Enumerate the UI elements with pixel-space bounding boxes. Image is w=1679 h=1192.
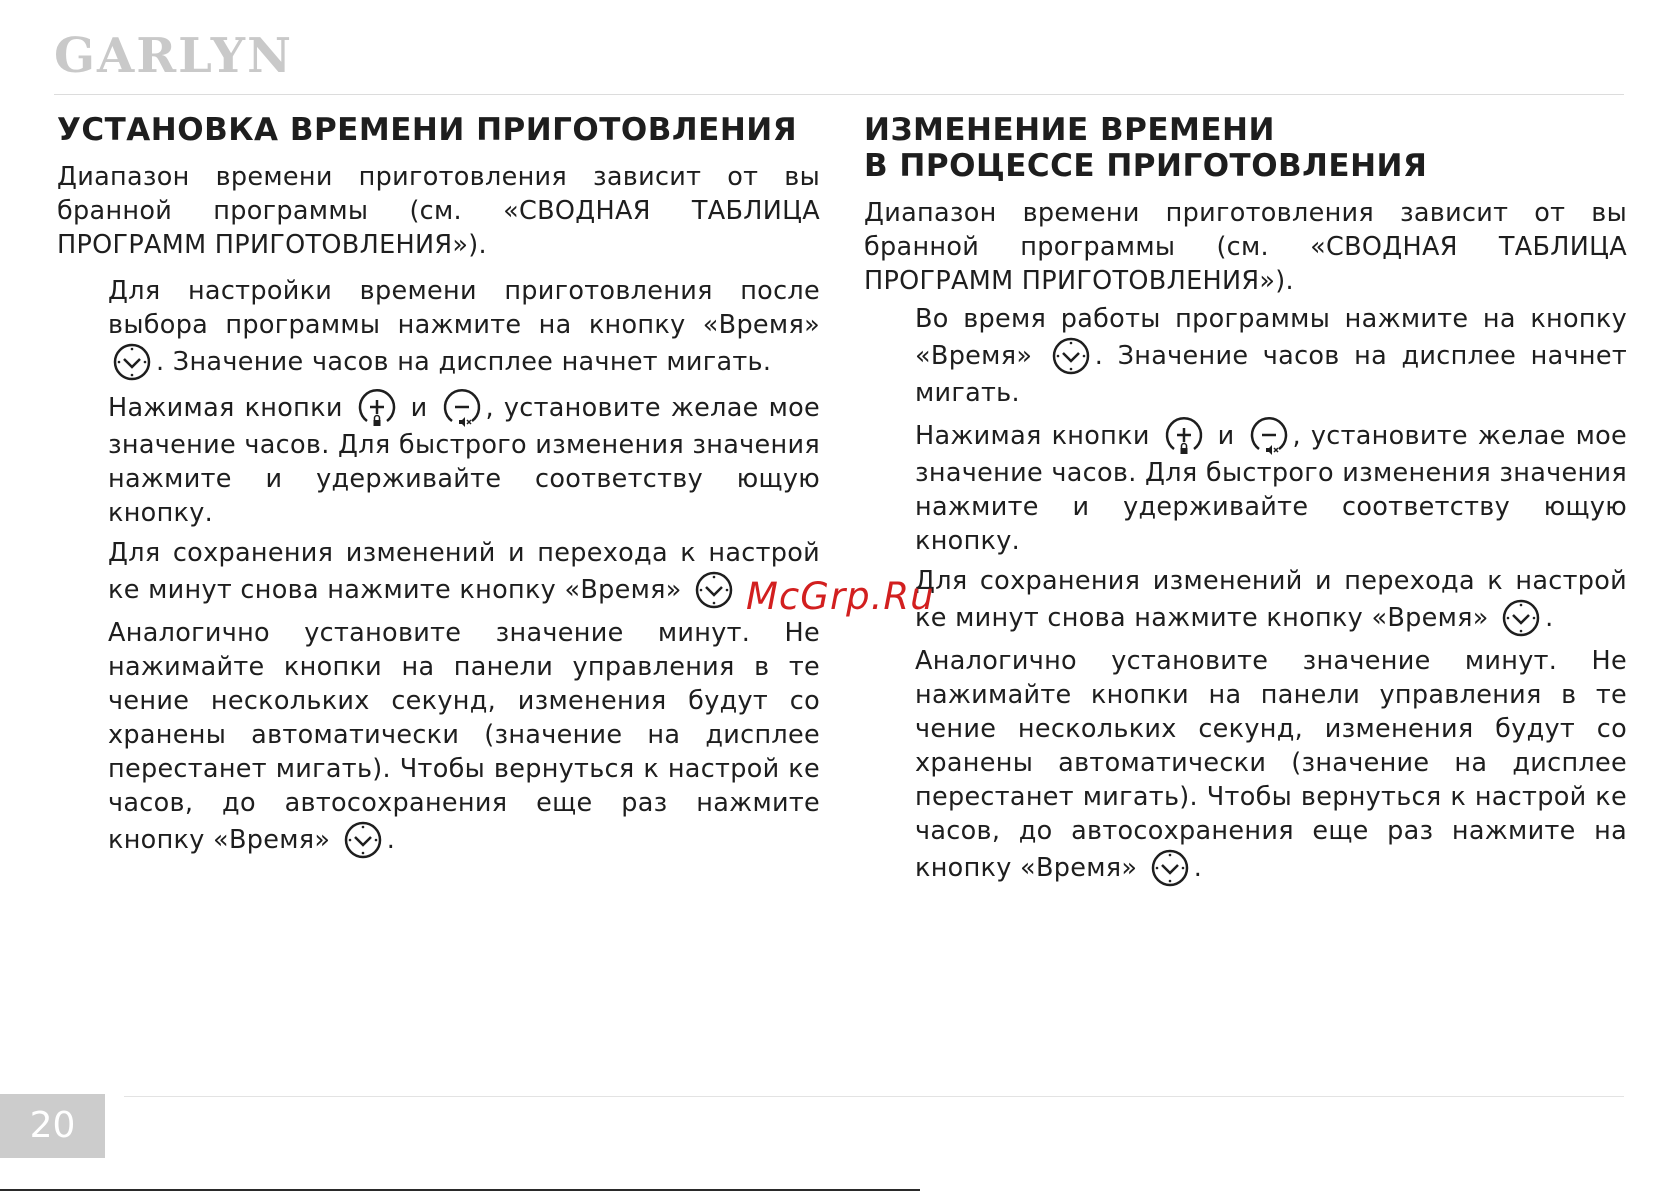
minus-mute-icon [1249, 416, 1289, 456]
brand-logo: GARLYN [54, 28, 293, 84]
page-number: 20 [0, 1094, 105, 1158]
footer-divider [124, 1096, 1624, 1097]
right-step-2: Нажимая кнопки и , установите желае мое значение часов. Для быстрого изменения значения нажмите и удерживайте соответству ющую кнопку. [915, 416, 1627, 558]
right-intro: Диапазон времени приготовления зависит от вы бранной программы (см. «СВОДНАЯ ТАБЛИЦА ПРОГРАММ ПРИГОТОВЛЕНИЯ»). [864, 198, 1627, 296]
left-step-1: Для настройки времени приготовления после выбора программы нажмите на кнопку «Время» . Значение часов на дисплее начнет мигать. [108, 274, 820, 382]
clock-icon [1501, 598, 1541, 638]
left-step-4: Аналогично установите значение минут. Не нажимайте кнопки на панели управления в те чение нескольких секунд, изменения будут со хранены автоматически (значение на дисплее перестанет мигать). Чтобы вернуться к настрой ке часов, до автосохранения еще раз нажмите кнопку «Время» . [108, 616, 820, 860]
left-step-2: Нажимая кнопки и , установите желае мое значение часов. Для быстрого изменения значения нажмите и удерживайте соответству ющую кнопку. [108, 388, 820, 530]
left-column [57, 112, 820, 866]
header-divider [54, 94, 1624, 95]
right-step-3: Для сохранения изменений и перехода к настрой ке минут снова нажмите кнопку «Время» . [915, 564, 1627, 638]
minus-mute-icon [442, 388, 482, 428]
clock-icon [112, 342, 152, 382]
clock-icon [343, 820, 383, 860]
right-section-title: ИЗМЕНЕНИЕ ВРЕМЕНИ В ПРОЦЕССЕ ПРИГОТОВЛЕНИЯ [864, 112, 1428, 184]
plus-lock-icon [1164, 416, 1204, 456]
clock-icon [694, 570, 734, 610]
clock-icon [1051, 336, 1091, 376]
clock-icon [1150, 848, 1190, 888]
left-section-title: УСТАНОВКА ВРЕМЕНИ ПРИГОТОВЛЕНИЯ [57, 112, 798, 148]
watermark: McGrp.Ru [746, 575, 935, 618]
plus-lock-icon [357, 388, 397, 428]
page-bottom-edge [0, 1189, 920, 1191]
right-column [864, 112, 1627, 894]
right-step-4: Аналогично установите значение минут. Не нажимайте кнопки на панели управления в те чение нескольких секунд, изменения будут со хранены автоматически (значение на дисплее перестанет мигать). Чтобы вернуться к настрой ке часов, до автосохранения еще раз нажмите на кнопку «Время» . [915, 644, 1627, 888]
left-step-3: Для сохранения изменений и перехода к настрой ке минут снова нажмите кнопку «Время» [108, 536, 820, 610]
right-step-1: Во время работы программы нажмите на кнопку «Время» . Значение часов на дисплее начнет мигать. [915, 304, 1627, 408]
left-intro: Диапазон времени приготовления зависит от вы бранной программы (см. «СВОДНАЯ ТАБЛИЦА ПРОГРАММ ПРИГОТОВЛЕНИЯ»). [57, 162, 820, 260]
